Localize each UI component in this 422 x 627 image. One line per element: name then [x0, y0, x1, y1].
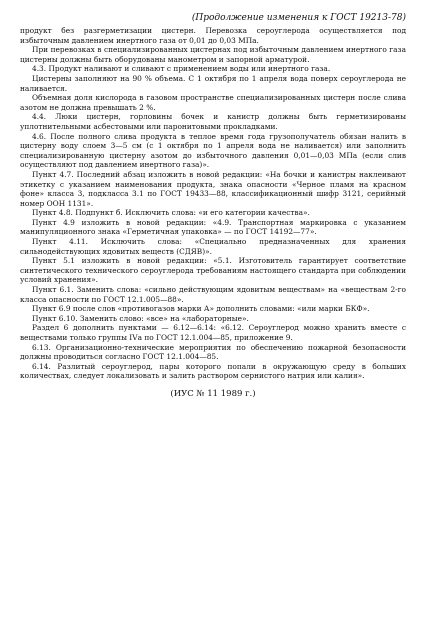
paragraph: Пункт 5.1 изложить в новой редакции: «5.1. Изготовитель гарантирует соответствие синтетического технического сероуглерода требованиям настоящего стандарта при соблюдении условий хранения». [20, 256, 406, 285]
paragraph: Цистерны заполняют на 90 % объема. С 1 октября по 1 апреля вода поверх сероуглерода не наливается. [20, 73, 406, 93]
signature: (ИУС № 11 1989 г.) [170, 388, 256, 399]
paragraph: Объемная доля кислорода в газовом пространстве специализированных цистерн после слива азотом не должна превышать 2 %. [20, 93, 406, 112]
paragraph: 4.4. Люки цистерн, горловины бочек и канистр должны быть герметизированы уплотнительными асбестовыми или паронитовыми прокладками. [20, 112, 406, 131]
paragraph: Пункт 4.7. Последний абзац изложить в новой редакции: «На бочки и канистры наклеивают этикетку с указанием наименования продукта, знака опасности «Черное пламя на красном фоне» класса 3, подкласса 3.1 по ГОСТ 19433—88, классификационный шифр 3121, серийный номер ООН 1131». [20, 169, 406, 208]
paragraph: При перевозках в специализированных цистернах под избыточным давлением инертного газа цистерны должны быть оборудованы манометром и запорной арматурой. [20, 45, 406, 64]
page-header: (Продолжение изменения к ГОСТ 19213-78) [191, 13, 406, 23]
document-body [20, 26, 406, 381]
paragraph: продукт без разгерметизации цистерн. Перевозка сероуглерода осуществляется под избыточным давлением инертного газа от 0,01 до 0,03 МПа. [20, 26, 406, 45]
paragraph: 4.3. Продукт наливают и сливают с применением воды или инертного газа. [32, 64, 331, 74]
paragraph: Пункт 6.10. Заменить слово: «все» на «лабораторные». [32, 313, 249, 323]
paragraph: Раздел 6 дополнить пунктами — 6.12—6.14: «6.12. Сероуглерод можно хранить вместе с веществами только группы IVа по ГОСТ 12.1.004—85, приложение 9. [20, 323, 406, 342]
paragraph: 6.14. Разлитый сероуглерод, пары которого попали в окружающую среду в больших количествах, следует локализовать и залить раствором сернистого натрия или калия». [20, 361, 406, 381]
paragraph: Пункт 4.8. Подпункт б. Исключить слова: «и его категории качества». [32, 208, 310, 218]
paragraph: 4.6. После полного слива продукта в теплое время года грузополучатель обязан налить в цистерну воду слоем 3—5 см (с 1 октября по 1 апреля вода не наливается) или заполнить специализированную цистерну азотом до избыточного давления 0,01—0,03 МПа (если слив осуществляют под давлением инертного газа)». [20, 131, 406, 170]
paragraph: 6.13. Организационно-технические мероприятия по обеспечению пожарной безопасности должны проводиться согласно ГОСТ 12.1.004—85. [20, 342, 406, 362]
paragraph: Пункт 6.9 после слов «противогазов марки А» дополнить словами: «или марки БКФ». [32, 304, 370, 314]
paragraph: Пункт 6.1. Заменить слова: «сильно действующим ядовитым веществам» на «веществам 2-го класса опасности по ГОСТ 12.1.005—88». [20, 285, 406, 304]
paragraph: Пункт 4.9 изложить в новой редакции: «4.9. Транспортная маркировка с указанием манипуляционного знака «Герметичная упаковка» — по ГОСТ 14192—77». [20, 217, 406, 237]
paragraph: Пункт 4.11. Исключить слова: «Специально предназначенных для хранения сильнодействующих ядовитых веществ (СДЯВ)». [20, 237, 406, 256]
